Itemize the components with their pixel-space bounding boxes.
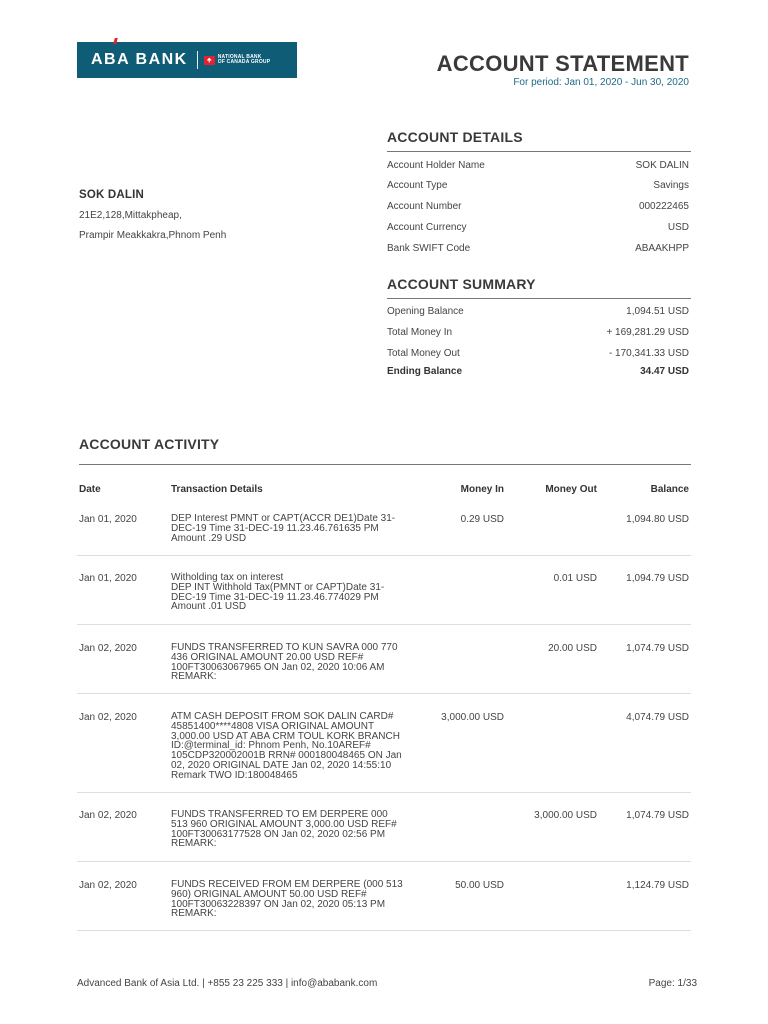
tx-details bbox=[171, 810, 415, 849]
kv-row bbox=[387, 348, 689, 359]
footer-contact: Advanced Bank of Asia Ltd. | +855 23 225 333 | info@ababank.com bbox=[77, 978, 378, 989]
kv-value: ABAAKHPP bbox=[635, 243, 689, 254]
tx-date: Jan 02, 2020 bbox=[79, 712, 137, 723]
kv-value: - 170,341.33 USD bbox=[608, 348, 689, 359]
tx-details-line: 100FT30063177528 ON Jan 02, 2020 02:56 PM bbox=[171, 828, 386, 840]
account-details-heading: ACCOUNT DETAILS bbox=[387, 129, 523, 145]
tx-details-line: 100FT30063067965 ON Jan 02, 2020 10:06 AM bbox=[171, 661, 385, 673]
tx-details bbox=[171, 880, 415, 919]
tx-details-line: 960) ORIGINAL AMOUNT 50.00 USD REF# bbox=[171, 888, 367, 900]
tx-money-in: 50.00 USD bbox=[455, 880, 504, 891]
row-divider bbox=[77, 624, 691, 625]
kv-value: 1,094.51 USD bbox=[626, 306, 689, 317]
tx-details bbox=[171, 712, 415, 781]
tx-balance: 1,094.79 USD bbox=[626, 573, 689, 584]
kv-value: + 169,281.29 USD bbox=[606, 327, 689, 338]
kv-label: Bank SWIFT Code bbox=[387, 243, 471, 254]
tx-details-line: Remark TWO ID:180048465 bbox=[171, 769, 298, 781]
tx-details-line: DEP INT Withhold Tax(PMNT or CAPT)Date 31- bbox=[171, 581, 385, 593]
row-divider bbox=[77, 930, 691, 931]
tx-date: Jan 02, 2020 bbox=[79, 880, 137, 891]
kv-label: Account Number bbox=[387, 201, 462, 212]
kv-row bbox=[387, 327, 689, 338]
tx-details-line: 105CDP320002001B RRN# 000180048465 ON Jan bbox=[171, 750, 402, 762]
kv-value: 000222465 bbox=[638, 201, 689, 212]
tx-details-line: FUNDS TRANSFERRED TO KUN SAVRA 000 770 bbox=[171, 642, 398, 653]
kv-row bbox=[387, 243, 689, 254]
kv-label: Total Money In bbox=[387, 327, 453, 338]
tx-details-line: 100FT30063228397 ON Jan 02, 2020 05:13 PM bbox=[171, 898, 386, 910]
tx-details-line: Witholding tax on interest bbox=[171, 572, 284, 583]
tx-details-line: DEC-19 Time 31-DEC-19 11.23.46.761635 PM bbox=[171, 522, 379, 534]
kv-value: USD bbox=[667, 222, 689, 233]
tx-date: Jan 02, 2020 bbox=[79, 643, 137, 654]
logo-group-line2: OF CANADA GROUP bbox=[217, 59, 271, 65]
logo-apostrophe-mark bbox=[113, 38, 118, 44]
bank-logo bbox=[77, 42, 297, 78]
tx-balance: 1,074.79 USD bbox=[626, 810, 689, 821]
kv-label: Total Money Out bbox=[387, 348, 460, 359]
logo-group-text bbox=[218, 55, 271, 66]
tx-details-line: FUNDS TRANSFERRED TO EM DERPERE 000 bbox=[171, 809, 388, 820]
tx-details bbox=[171, 573, 415, 612]
kv-row bbox=[387, 366, 689, 377]
tx-money-out: 20.00 USD bbox=[548, 643, 597, 654]
tx-date: Jan 02, 2020 bbox=[79, 810, 137, 821]
kv-value: 34.47 USD bbox=[640, 366, 689, 377]
logo-wordmark: ABA BANK bbox=[91, 51, 188, 68]
account-details-rule bbox=[387, 151, 691, 152]
customer-address-line2: Prampir Meakkakra,Phnom Penh bbox=[79, 230, 227, 241]
account-summary-heading: ACCOUNT SUMMARY bbox=[387, 276, 536, 292]
row-divider bbox=[77, 792, 691, 793]
tx-money-out: 0.01 USD bbox=[553, 573, 597, 584]
customer-name: SOK DALIN bbox=[79, 189, 145, 201]
kv-row bbox=[387, 160, 689, 171]
tx-money-out: 3,000.00 USD bbox=[534, 810, 597, 821]
statement-period: For period: Jan 01, 2020 - Jun 30, 2020 bbox=[513, 77, 689, 88]
tx-details-line: 3,000.00 USD AT ABA CRM TOUL KORK BRANCH bbox=[171, 730, 400, 742]
tx-details-line: REMARK: bbox=[171, 671, 217, 683]
tx-details bbox=[171, 514, 415, 543]
kv-label: Account Holder Name bbox=[387, 160, 485, 171]
tx-details-line: ID:@terminal_id: Phnom Penh, No.10AREF# bbox=[171, 740, 371, 752]
tx-date: Jan 01, 2020 bbox=[79, 573, 137, 584]
tx-details-line: DEP Interest PMNT or CAPT(ACCR DE1)Date 31- bbox=[171, 513, 396, 524]
tx-balance: 1,124.79 USD bbox=[626, 880, 689, 891]
logo-group-line1: NATIONAL BANK bbox=[217, 53, 262, 60]
kv-value: Savings bbox=[653, 180, 689, 191]
column-header-date: Date bbox=[79, 484, 101, 495]
kv-label: Account Currency bbox=[387, 222, 467, 233]
maple-leaf-icon bbox=[204, 56, 215, 65]
logo-divider bbox=[197, 51, 198, 69]
tx-date: Jan 01, 2020 bbox=[79, 514, 137, 525]
tx-details bbox=[171, 643, 415, 682]
kv-label: Ending Balance bbox=[387, 366, 463, 377]
row-divider bbox=[77, 861, 691, 862]
tx-details-line: 436 ORIGINAL AMOUNT 20.00 USD REF# bbox=[171, 651, 364, 663]
tx-balance: 4,074.79 USD bbox=[626, 712, 689, 723]
column-header-details: Transaction Details bbox=[171, 484, 263, 495]
row-divider bbox=[77, 555, 691, 556]
tx-money-in: 0.29 USD bbox=[460, 514, 504, 525]
kv-row bbox=[387, 180, 689, 191]
tx-details-line: 02, 2020 ORIGINAL DATE Jan 02, 2020 14:55:10 bbox=[171, 759, 392, 771]
tx-balance: 1,074.79 USD bbox=[626, 643, 689, 654]
tx-details-line: DEC-19 Time 31-DEC-19 11.23.46.774029 PM bbox=[171, 591, 379, 603]
account-activity-heading: ACCOUNT ACTIVITY bbox=[79, 436, 220, 452]
column-header-money-in: Money In bbox=[460, 484, 504, 495]
kv-row bbox=[387, 222, 689, 233]
column-header-balance: Balance bbox=[650, 484, 689, 495]
kv-value: SOK DALIN bbox=[635, 160, 689, 171]
account-activity-rule bbox=[79, 464, 691, 465]
tx-money-in: 3,000.00 USD bbox=[441, 712, 504, 723]
tx-details-line: ATM CASH DEPOSIT FROM SOK DALIN CARD# bbox=[171, 711, 394, 722]
tx-details-line: REMARK: bbox=[171, 838, 217, 850]
statement-title: ACCOUNT STATEMENT bbox=[436, 51, 689, 76]
tx-details-line: REMARK: bbox=[171, 908, 217, 920]
tx-details-line: FUNDS RECEIVED FROM EM DERPERE (000 513 bbox=[171, 879, 403, 890]
tx-details-line: 45851400****4808 VISA ORIGINAL AMOUNT bbox=[171, 720, 375, 732]
customer-address-line1: 21E2,128,Mittakpheap, bbox=[79, 210, 182, 221]
footer-page-number: Page: 1/33 bbox=[648, 978, 697, 989]
kv-label: Account Type bbox=[387, 180, 448, 191]
kv-row bbox=[387, 306, 689, 317]
kv-label: Opening Balance bbox=[387, 306, 464, 317]
account-summary-rule bbox=[387, 298, 691, 299]
tx-details-line: Amount .01 USD bbox=[171, 601, 247, 613]
column-header-money-out: Money Out bbox=[545, 484, 597, 495]
kv-row bbox=[387, 201, 689, 212]
tx-balance: 1,094.80 USD bbox=[626, 514, 689, 525]
row-divider bbox=[77, 693, 691, 694]
tx-details-line: 513 960 ORIGINAL AMOUNT 3,000.00 USD REF# bbox=[171, 818, 397, 830]
tx-details-line: Amount .29 USD bbox=[171, 532, 247, 544]
